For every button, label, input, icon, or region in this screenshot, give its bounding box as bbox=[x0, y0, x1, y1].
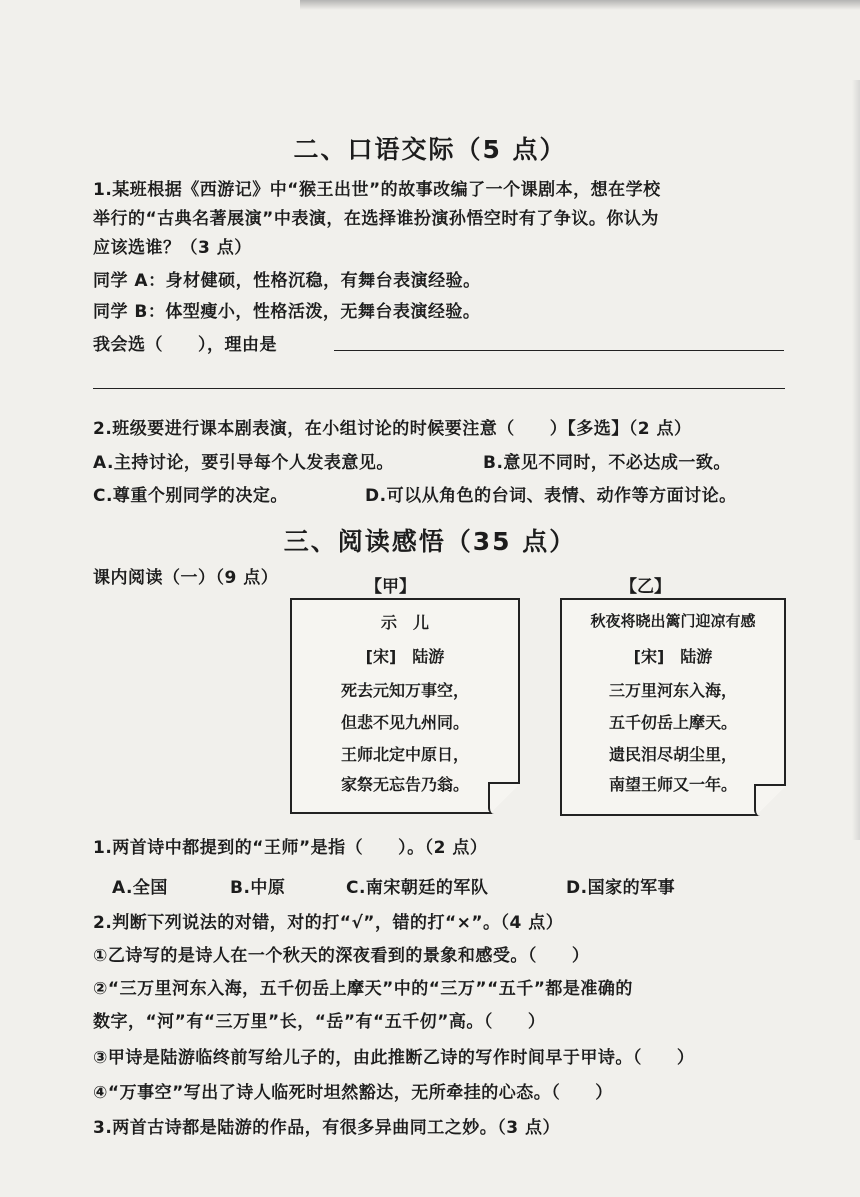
poem-jia-line: 王师北定中原日， bbox=[340, 745, 469, 764]
s3-q2-item-4: ④“万事空”写出了诗人临死时坦然豁达，无所牵挂的心态。（ ） bbox=[93, 1083, 613, 1103]
s2-q2-option-d: D.可以从角色的台词、表情、动作等方面讨论。 bbox=[365, 486, 737, 506]
poem-yi-box bbox=[560, 598, 786, 816]
s2-q2-option-b: B.意见不同时，不必达成一致。 bbox=[483, 453, 731, 473]
page-curl-icon bbox=[754, 784, 786, 816]
poem-jia-line: 家祭无忘告乃翁。 bbox=[340, 775, 469, 794]
section2-title: 二、口语交际（5 点） bbox=[293, 135, 567, 164]
poem-yi-line: 五千仞岳上摩天。 bbox=[608, 713, 737, 732]
s3-q1-option-d: D.国家的军事 bbox=[566, 878, 676, 898]
reading-label: 课内阅读（一）（9 点） bbox=[93, 568, 279, 588]
poem-yi-title: 秋夜将晓出篱门迎凉有感 bbox=[590, 612, 756, 630]
poem-jia-line: 死去元知万事空， bbox=[340, 681, 469, 700]
poem-jia-author: [宋] 陆游 bbox=[365, 647, 445, 666]
poem-jia-line: 但悲不见九州同。 bbox=[340, 713, 469, 732]
s3-q2-item-2b: 数字，“河”有“三万里”长，“岳”有“五千仞”高。（ ） bbox=[93, 1012, 546, 1032]
s3-q1-option-c: C.南宋朝廷的军队 bbox=[346, 878, 489, 898]
s2-choice-prompt: 我会选（ ），理由是 bbox=[93, 335, 277, 355]
answer-line-2[interactable] bbox=[93, 388, 785, 389]
scan-edge bbox=[852, 80, 860, 840]
s3-q1-option-b: B.中原 bbox=[230, 878, 286, 898]
poem-yi-line: 遗民泪尽胡尘里， bbox=[608, 745, 737, 764]
s2-q2-line: 2.班级要进行课本剧表演，在小组讨论的时候要注意（ ）【多选】（2 点） bbox=[93, 419, 692, 439]
s2-student-b: 同学 B：体型瘦小，性格活泼，无舞台表演经验。 bbox=[93, 302, 481, 322]
page-curl-icon bbox=[488, 782, 520, 814]
poem-yi-line: 三万里河东入海， bbox=[608, 681, 737, 700]
s2-q2-option-a: A.主持讨论，要引导每个人发表意见。 bbox=[93, 453, 394, 473]
poem-jia-label: 【甲】 bbox=[365, 577, 416, 597]
s3-q1-line: 1.两首诗中都提到的“王师”是指（ ）。（2 点） bbox=[93, 838, 488, 858]
poem-yi-line: 南望王师又一年。 bbox=[608, 775, 737, 794]
answer-line-1[interactable] bbox=[334, 350, 784, 351]
s3-q2-line: 2.判断下列说法的对错，对的打“√”，错的打“×”。（4 点） bbox=[93, 913, 564, 933]
s3-q1-option-a: A.全国 bbox=[112, 878, 168, 898]
poem-jia-box bbox=[290, 598, 520, 814]
s2-q1-line3: 应该选谁？（3 点） bbox=[93, 238, 252, 258]
s2-student-a: 同学 A：身材健硕，性格沉稳，有舞台表演经验。 bbox=[93, 271, 481, 291]
poem-jia-title: 示 儿 bbox=[380, 613, 429, 632]
s2-q1-line1: 1.某班根据《西游记》中“猴王出世”的故事改编了一个课剧本，想在学校 bbox=[93, 180, 661, 200]
s3-q2-item-3: ③甲诗是陆游临终前写给儿子的，由此推断乙诗的写作时间早于甲诗。（ ） bbox=[93, 1048, 695, 1068]
scan-shadow bbox=[300, 0, 860, 10]
s3-q2-item-1: ①乙诗写的是诗人在一个秋天的深夜看到的景象和感受。（ ） bbox=[93, 946, 590, 966]
s2-q1-line2: 举行的“古典名著展演”中表演，在选择谁扮演孙悟空时有了争议。你认为 bbox=[93, 209, 659, 229]
poem-yi-label: 【乙】 bbox=[620, 577, 671, 597]
s2-q2-option-c: C.尊重个别同学的决定。 bbox=[93, 486, 288, 506]
s3-q2-item-2a: ②“三万里河东入海，五千仞岳上摩天”中的“三万”“五千”都是准确的 bbox=[93, 979, 633, 999]
s3-q3-line: 3.两首古诗都是陆游的作品，有很多异曲同工之妙。（3 点） bbox=[93, 1118, 561, 1138]
section3-title: 三、阅读感悟（35 点） bbox=[283, 527, 577, 556]
poem-yi-author: [宋] 陆游 bbox=[633, 647, 713, 666]
